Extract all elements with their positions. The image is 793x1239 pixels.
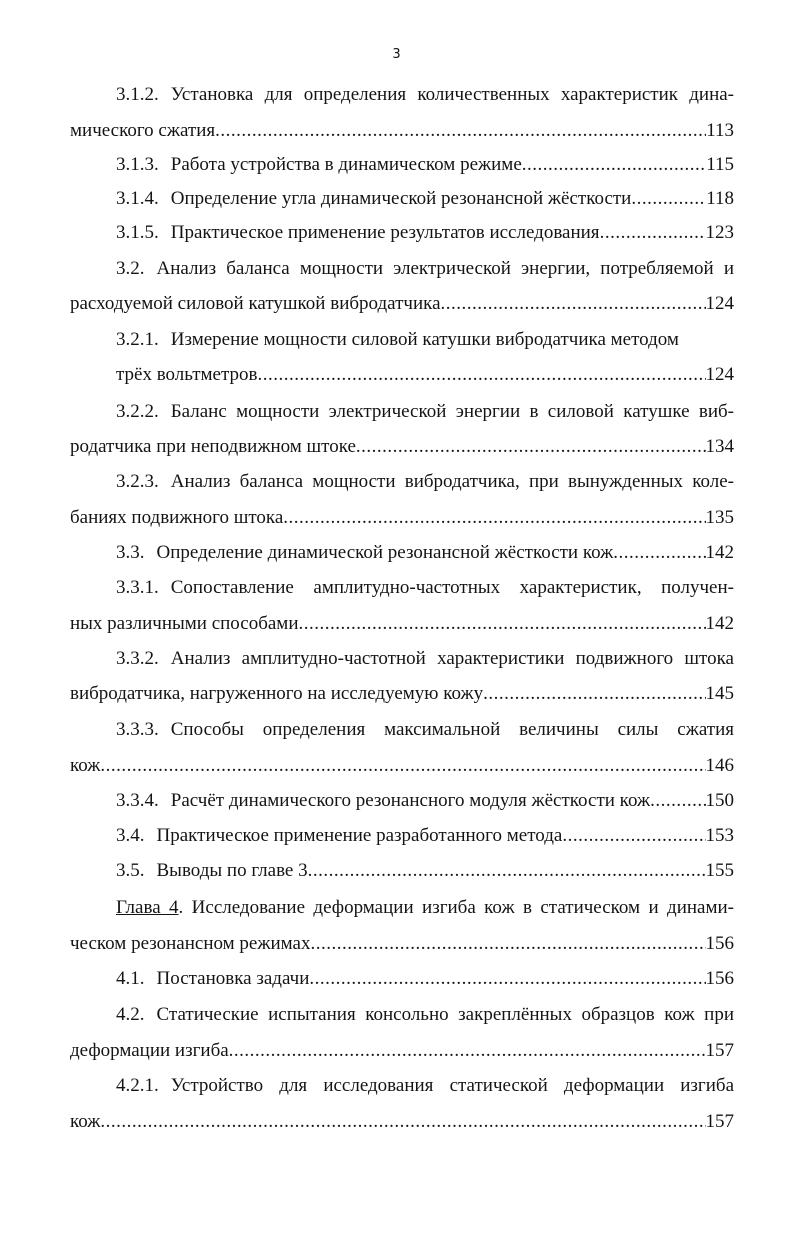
toc-entry-3-3-3-line1 [70, 715, 734, 745]
dot-leader [650, 786, 705, 816]
dot-leader [441, 289, 706, 319]
toc-title: Определение динамической резонансной жёсткости кож [156, 542, 614, 563]
toc-title: Баланс мощности электрической энергии в силовой катушке виб- [170, 401, 734, 422]
toc-title: Работа устройства в динамическом режиме [170, 154, 522, 175]
dot-leader [283, 503, 705, 533]
dot-leader [215, 116, 706, 146]
dot-leader [600, 218, 706, 248]
toc-title: Постановка задачи [156, 968, 310, 989]
toc-page-number: 157 [705, 1111, 734, 1132]
dot-leader [483, 679, 705, 709]
dot-leader [310, 929, 705, 959]
toc-title: Определение угла динамической резонансной жёсткости [170, 188, 632, 209]
toc-entry-3-1-3 [70, 150, 734, 180]
toc-number: 3.1.5. [116, 222, 159, 243]
toc-title-continued: кож [70, 755, 101, 776]
toc-entry-3-3-2-line1 [70, 644, 734, 674]
toc-title: Анализ баланса мощности вибродатчика, при вынужденных коле- [170, 471, 734, 492]
toc-title-continued: баниях подвижного штока [70, 507, 284, 528]
toc-number: 3.2.3. [116, 471, 159, 492]
toc-page-number: 153 [705, 825, 734, 846]
toc-title: Практическое применение разработанного метода [156, 825, 563, 846]
toc-number: 3.3.4. [116, 790, 159, 811]
toc-entry-3-3-1-line2 [70, 609, 734, 639]
toc-entry-3-2-2-line2 [70, 432, 734, 462]
toc-title: Статические испытания консольно закреплённых образцов кож при [156, 1004, 734, 1025]
toc-page-number: 145 [705, 683, 734, 704]
toc-title: . Исследование деформации изгиба кож в статическом и динами- [178, 897, 734, 918]
toc-entry-3-1-4 [70, 184, 734, 214]
toc-number: 3.1.2. [116, 84, 159, 105]
toc-number: 4.1. [116, 968, 145, 989]
toc-entry-4-2-1-line1 [70, 1071, 734, 1101]
toc-number: 4.2. [116, 1004, 145, 1025]
page-number: 3 [392, 47, 401, 62]
toc-entry-3-1-2-line2 [70, 116, 734, 146]
toc-title: Анализ амплитудно-частотной характеристики подвижного штока [170, 648, 734, 669]
toc-page-number: 155 [705, 860, 734, 881]
toc-title-continued: кож [70, 1111, 101, 1132]
toc-entry-3-1-2-line1 [70, 80, 734, 110]
toc-entry-3-2-2-line1 [70, 397, 734, 427]
toc-page-number: 123 [705, 222, 734, 243]
toc-number: 3.2. [116, 258, 145, 279]
toc-entry-3-2-line1 [70, 254, 734, 284]
toc-entry-3-2-line2 [70, 289, 734, 319]
toc-page-number: 113 [706, 120, 734, 141]
toc-entry-3-3-2-line2 [70, 679, 734, 709]
toc-entry-3-2-1-line1 [70, 325, 734, 355]
toc-page-number: 156 [705, 933, 734, 954]
dot-leader [100, 1107, 705, 1137]
toc-entry-3-3-4 [70, 786, 734, 816]
dot-leader [308, 856, 706, 886]
dot-leader [100, 751, 705, 781]
toc-page-number: 124 [705, 364, 734, 385]
toc-entry-4-2-1-line2 [70, 1107, 734, 1137]
toc-title-continued: ческом резонансном режимах [70, 933, 311, 954]
toc-number: 3.3.2. [116, 648, 159, 669]
dot-leader [309, 964, 705, 994]
toc-number: 3.1.4. [116, 188, 159, 209]
toc-page-number: 135 [705, 507, 734, 528]
dot-leader [229, 1036, 706, 1066]
dot-leader [522, 150, 706, 180]
toc-title: Установка для определения количественных характеристик дина- [170, 84, 734, 105]
toc-entry-chapter-4-line2 [70, 929, 734, 959]
toc-title: Выводы по главе 3 [156, 860, 308, 881]
toc-number: 3.5. [116, 860, 145, 881]
toc-title: Практическое применение результатов исследования [170, 222, 600, 243]
toc-title-continued: трёх вольтметров [116, 364, 258, 385]
toc-entry-chapter-4-line1 [70, 893, 734, 923]
toc-title: Анализ баланса мощности электрической энергии, потребляемой и [156, 258, 734, 279]
toc-entry-3-2-3-line1 [70, 467, 734, 497]
toc-title-continued: ных различными способами [70, 613, 299, 634]
toc-entry-3-4 [70, 821, 734, 851]
toc-title: Измерение мощности силовой катушки вибродатчика методом [170, 329, 679, 350]
toc-title-continued: расходуемой силовой катушкой вибродатчика [70, 293, 441, 314]
toc-page-number: 150 [705, 790, 734, 811]
toc-entry-3-2-1-line2 [70, 360, 734, 390]
toc-entry-4-2-line1 [70, 1000, 734, 1030]
toc-page-number: 146 [705, 755, 734, 776]
toc-entry-4-2-line2 [70, 1036, 734, 1066]
toc-entry-3-1-5 [70, 218, 734, 248]
dot-leader [613, 538, 705, 568]
toc-entry-3-3 [70, 538, 734, 568]
toc-page-number: 115 [706, 154, 734, 175]
toc-page-number: 156 [705, 968, 734, 989]
toc-title: Сопоставление амплитудно-частотных характеристик, получен- [170, 577, 734, 598]
chapter-4-link[interactable]: Глава 4 [116, 897, 179, 918]
toc-page-number: 142 [705, 613, 734, 634]
toc-page-number: 157 [705, 1040, 734, 1061]
toc-number: 3.3.3. [116, 719, 159, 740]
toc-page-number: 142 [705, 542, 734, 563]
toc-title-continued: вибродатчика, нагруженного на исследуемую кожу [70, 683, 484, 704]
toc-title: Способы определения максимальной величины силы сжатия [170, 719, 734, 740]
toc-number: 3.4. [116, 825, 145, 846]
toc-entry-4-1 [70, 964, 734, 994]
dot-leader [356, 432, 706, 462]
toc-page-number: 134 [705, 436, 734, 457]
toc-title: Устройство для исследования статической деформации изгиба [170, 1075, 734, 1096]
dot-leader [562, 821, 705, 851]
dot-leader [258, 360, 706, 390]
toc-title: Расчёт динамического резонансного модуля жёсткости кож [170, 790, 651, 811]
toc-number: 3.3. [116, 542, 145, 563]
toc-number: 3.1.3. [116, 154, 159, 175]
toc-title-continued: деформации изгиба [70, 1040, 229, 1061]
toc-number: 3.2.2. [116, 401, 159, 422]
toc-page-number: 118 [706, 188, 734, 209]
toc-entry-3-3-1-line1 [70, 573, 734, 603]
toc-title-continued: мического сжатия [70, 120, 216, 141]
dot-leader [631, 184, 706, 214]
toc-page-number: 124 [705, 293, 734, 314]
toc-entry-3-5 [70, 856, 734, 886]
toc-entry-3-3-3-line2 [70, 751, 734, 781]
dot-leader [299, 609, 706, 639]
toc-number: 3.2.1. [116, 329, 159, 350]
toc-number: 4.2.1. [116, 1075, 159, 1096]
toc-entry-3-2-3-line2 [70, 503, 734, 533]
toc-title-continued: родатчика при неподвижном штоке [70, 436, 356, 457]
toc-number: 3.3.1. [116, 577, 159, 598]
